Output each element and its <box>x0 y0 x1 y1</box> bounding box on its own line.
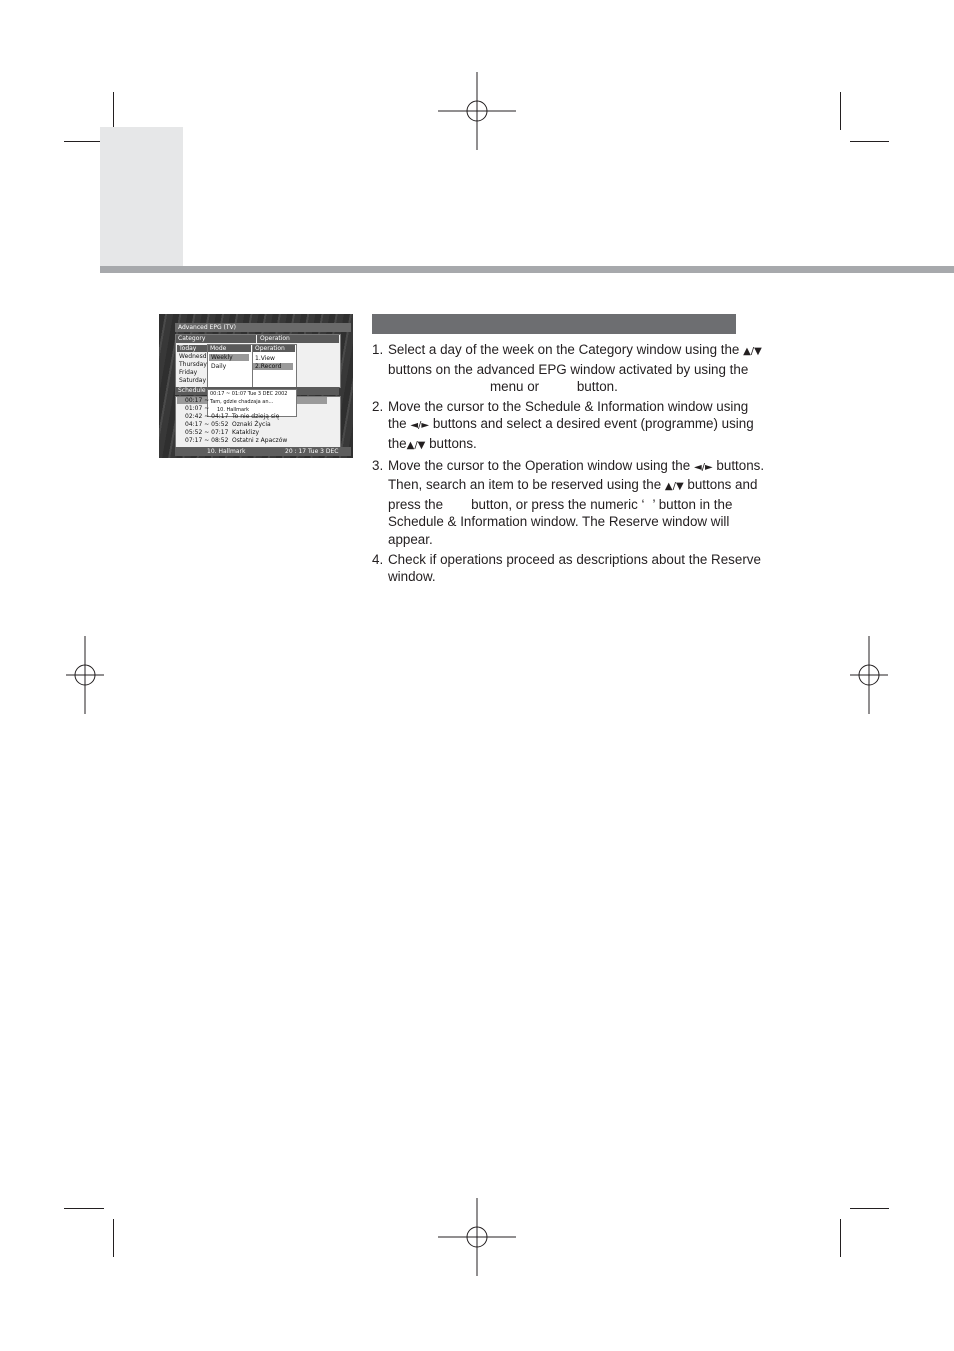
epg-screenshot <box>159 314 353 458</box>
schedule-row-title[interactable]: Oznaki Życia <box>232 421 271 428</box>
left-right-arrows-icon: ◄/► <box>410 420 430 432</box>
step-text: Move the cursor to the Operation window using the <box>388 457 691 473</box>
schedule-row-title[interactable]: To nie dzieją się <box>232 413 280 420</box>
crop-mark-bl-h <box>64 1208 104 1209</box>
step-1 <box>372 341 812 396</box>
up-down-arrows-icon: ▲/▼ <box>743 346 762 357</box>
crop-mark-bl-v <box>113 1219 114 1257</box>
step-text: buttons and <box>687 477 758 493</box>
day-item[interactable]: Today <box>179 345 197 352</box>
step-text: Check if operations proceed as descriptions about the Reserve <box>388 551 761 567</box>
screenshot-title: Advanced EPG (TV) <box>178 324 236 331</box>
step-number: 1. <box>372 342 384 357</box>
mode-item[interactable]: Daily <box>211 363 227 370</box>
step-text: buttons on the advanced EPG window activated by using the <box>388 361 749 377</box>
footer-channel: 10. Hallmark <box>207 448 246 455</box>
schedule-row-time[interactable]: 00:17 ~ <box>185 397 210 404</box>
registration-mark-bottom-icon <box>438 1198 516 1276</box>
step-text: the <box>388 416 407 432</box>
schedule-row-time[interactable]: 05:52 ~ 07:17 <box>185 429 229 436</box>
step-text: buttons. <box>429 435 477 451</box>
crop-mark-br-v <box>840 1219 841 1257</box>
info-popup-title: Tam, gdzie chadzaja an... <box>210 399 274 405</box>
step-text: Select a day of the week on the Category window using the <box>388 342 740 357</box>
registration-mark-right-icon <box>830 636 908 714</box>
crop-mark-tr-v <box>840 92 841 130</box>
mode-header: Mode <box>210 345 227 352</box>
instruction-steps <box>372 341 812 588</box>
operation-header: Operation <box>260 335 290 342</box>
crop-mark-br-h <box>850 1208 889 1209</box>
step-text: Then, search an item to be reserved using the <box>388 477 662 493</box>
section-heading-bar <box>372 314 736 334</box>
step-3 <box>372 457 812 549</box>
header-rule <box>100 266 954 273</box>
step-text: Schedule & Information window. The Reserve window will <box>388 514 730 530</box>
step-text: press the <box>388 496 444 512</box>
step-text: button. <box>576 379 618 395</box>
step-2 <box>372 398 812 455</box>
step-text: button, or press the numeric ‘ <box>471 496 645 512</box>
crop-mark-tr-h <box>850 141 889 142</box>
day-item[interactable]: Friday <box>179 369 198 376</box>
category-header: Category <box>178 335 206 342</box>
step-text: buttons and select a desired event (programme) using <box>432 416 754 432</box>
operation-popup-header: Operation <box>255 345 285 352</box>
crop-mark-tl-v <box>113 92 114 130</box>
left-right-arrows-icon: ◄/► <box>693 461 713 473</box>
day-item[interactable]: Thursday <box>179 361 207 368</box>
step-4 <box>372 551 812 586</box>
step-text: Move the cursor to the Schedule & Information window using <box>388 398 749 414</box>
up-down-arrows-icon: ▲/▼ <box>664 481 684 493</box>
up-down-arrows-icon: ▲/▼ <box>406 439 426 451</box>
schedule-header: Schedule <box>178 387 206 394</box>
step-number: 2. <box>372 398 384 414</box>
operation-item[interactable]: 1.View <box>255 355 275 362</box>
step-text: buttons. <box>716 457 765 473</box>
registration-mark-top-icon <box>438 72 516 150</box>
schedule-row-title[interactable]: Kataklizy <box>232 429 260 436</box>
info-popup-channel: 10. Hallmark <box>217 407 250 413</box>
operation-item[interactable]: 2.Record <box>255 363 282 370</box>
step-text: window. <box>388 569 436 585</box>
schedule-row-time[interactable]: 04:17 ~ 05:52 <box>185 421 229 428</box>
day-item[interactable]: Wednesd <box>179 353 207 360</box>
step-text: the <box>388 435 407 451</box>
footer-time: 20 : 17 Tue 3 DEC <box>285 448 339 455</box>
chapter-tab <box>100 127 183 267</box>
step-number: 3. <box>372 457 384 473</box>
registration-mark-left-icon <box>46 636 124 714</box>
step-text: menu or <box>490 379 540 395</box>
schedule-row-time[interactable]: 01:07 ~ <box>185 405 210 412</box>
info-popup-time: 00:17 ~ 01:07 Tue 3 DEC 2002 <box>210 391 288 397</box>
crop-mark-tl-h <box>64 141 104 142</box>
step-text: appear. <box>388 531 433 547</box>
mode-item[interactable]: Weekly <box>211 354 233 361</box>
step-number: 4. <box>372 551 384 567</box>
schedule-row-time[interactable]: 02:42 ~ 04:17 <box>185 413 229 420</box>
day-item[interactable]: Saturday <box>179 377 207 384</box>
step-text: ’ button in the <box>652 496 733 512</box>
section-heading <box>372 317 378 331</box>
schedule-row-title[interactable]: Ostatni z Apaczów <box>232 437 288 444</box>
schedule-row-time[interactable]: 07:17 ~ 08:52 <box>185 437 229 444</box>
